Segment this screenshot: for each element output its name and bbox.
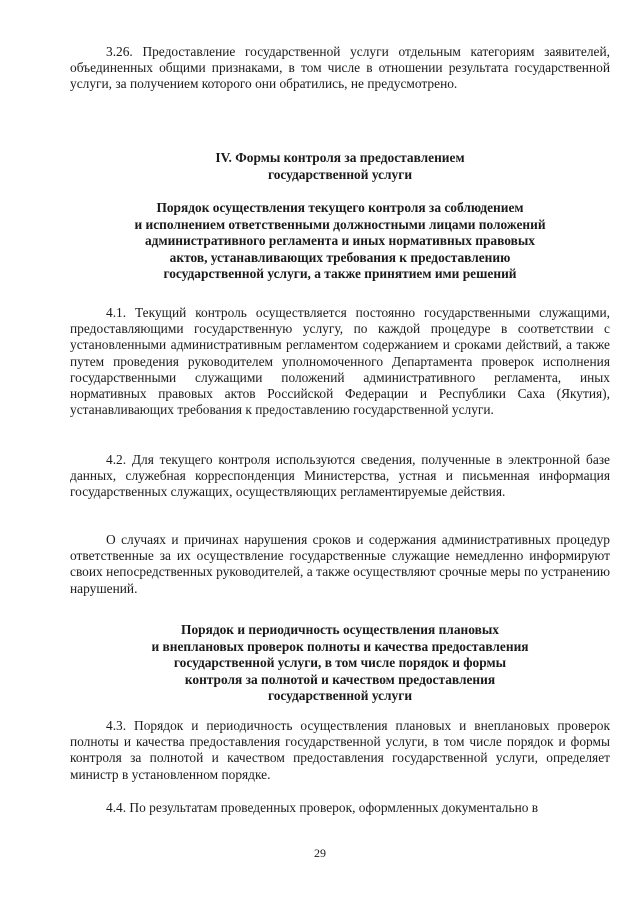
heading-line: Порядок и периодичность осуществления плановых xyxy=(181,622,499,637)
heading-line: IV. Формы контроля за предоставлением xyxy=(215,150,465,165)
paragraph-4-4: 4.4. По результатам проведенных проверок, оформленных документально в xyxy=(106,800,539,815)
paragraph-4-1: 4.1. Текущий контроль осуществляется постоянно государственными служащими, предоставляющими государственную услугу, по каждой процедуре в соответствии с установленными административным регламентом содержанием и сроками действий, а также путем проведения руководителем уполномоченного Департамента проверок исполнения государственными служащими положений административного регламента, иных нормативных правовых актов Российской Федерации и Республики Саха (Якутия), устанавливающих требования к предоставлению государственной услуги. xyxy=(70,305,610,418)
heading-line: и внеплановых проверок полноты и качества предоставления xyxy=(151,638,529,654)
heading-line: контроля за полнотой и качеством предоставления xyxy=(184,671,496,687)
heading-line: Порядок осуществления текущего контроля за соблюдением xyxy=(156,200,524,215)
paragraph-4-2: 4.2. Для текущего контроля используются сведения, полученные в электронной базе данных, служебная корреспонденция Министерства, устная и письменная информация государственных служащих, осуществляющих регламентируемые действия. xyxy=(70,452,610,500)
paragraph-violations: О случаях и причинах нарушения сроков и содержания административных процедур ответственные за их осуществление государственные служащие немедленно информируют своих непосредственных руководителей, а также осуществляют срочные меры по устранению нарушений. xyxy=(70,532,610,596)
heading-line: государственной услуги xyxy=(267,166,413,182)
heading-line: актов, устанавливающих требования к предоставлению xyxy=(169,249,511,265)
heading-line: государственной услуги xyxy=(267,688,413,703)
subsection-inspections-heading xyxy=(70,622,610,705)
paragraph-4-3: 4.3. Порядок и периодичность осуществления плановых и внеплановых проверок полноты и качества предоставления государственной услуги, в том числе порядок и формы контроля за полнотой и качеством предоставления государственной услуги, определяет министр в установленном порядке. xyxy=(70,718,610,782)
heading-line: административного регламента и иных нормативных правовых xyxy=(144,233,535,248)
section-iv-heading xyxy=(70,150,610,183)
heading-line: и исполнением ответственными должностными лицами положений xyxy=(134,216,546,232)
heading-line: государственной услуги, а также принятием ими решений xyxy=(163,266,517,281)
heading-line: государственной услуги, в том числе порядок и формы xyxy=(173,655,507,670)
page-number: 29 xyxy=(314,846,326,860)
paragraph-3-26: 3.26. Предоставление государственной услуги отдельным категориям заявителей, объединенных общими признаками, в том числе в отношении результата государственной услуги, за получением которого они обратились, не предусмотрено. xyxy=(70,44,610,92)
subsection-current-control-heading xyxy=(70,200,610,283)
